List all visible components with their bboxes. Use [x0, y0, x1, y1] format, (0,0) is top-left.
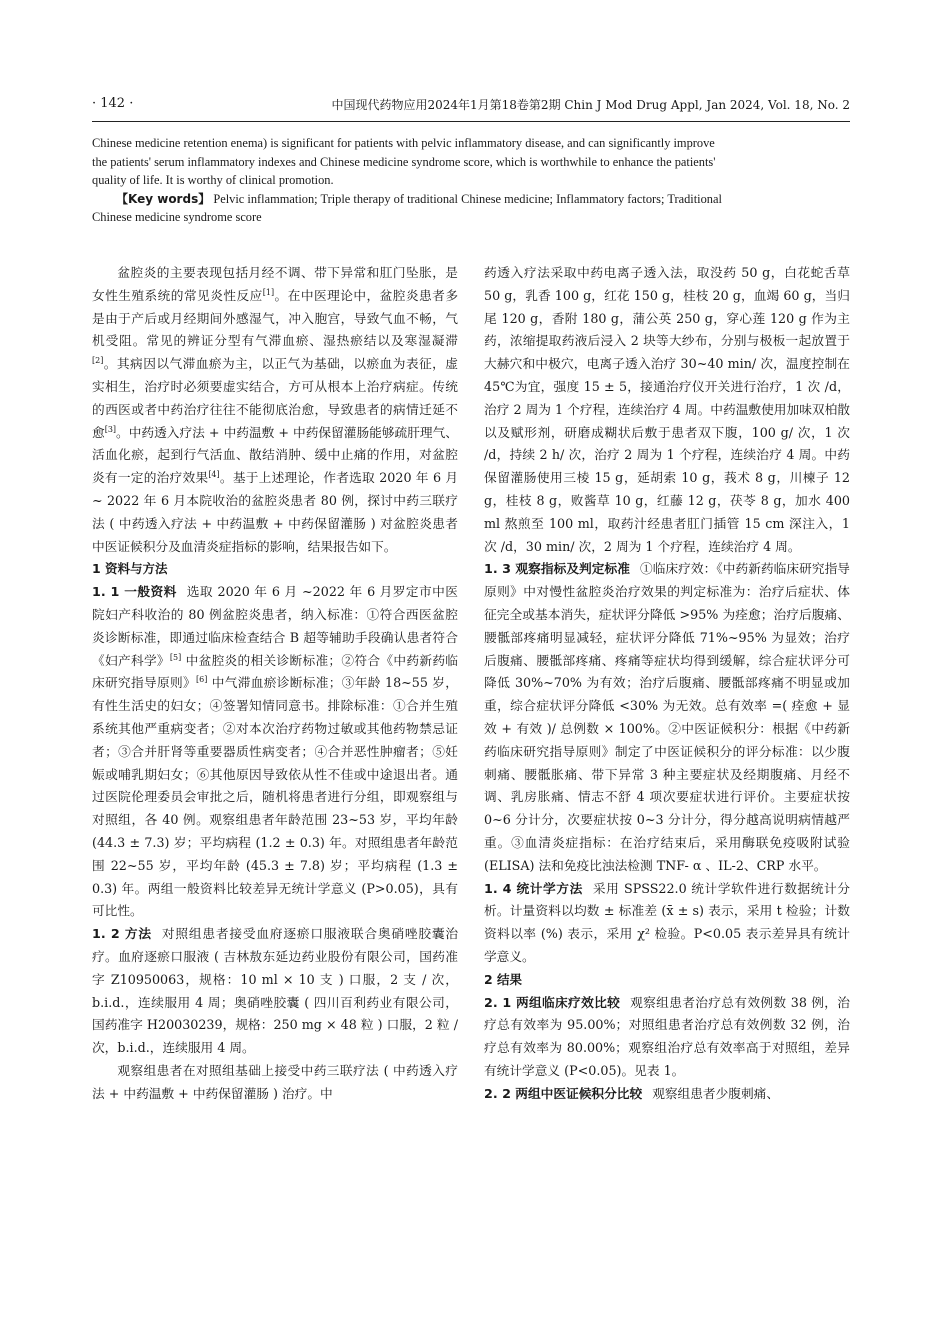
section-1-heading: 1 资料与方法 — [92, 561, 168, 577]
section-2-heading: 2 结果 — [484, 971, 523, 987]
citation-ref[interactable]: [2] — [92, 355, 104, 365]
english-abstract — [92, 134, 732, 227]
keywords — [92, 190, 732, 227]
abstract-tail: Chinese medicine retention enema) is significant for patients with pelvic inflammatory disease, and can significantly improve the patients' serum inflammatory indexes and Chinese medicine syndrome score, which is worthwhile to enhance the patients' quality of life. It is worthy of clinical promotion. — [92, 136, 716, 187]
running-header — [92, 96, 850, 120]
citation-ref[interactable]: [5] — [169, 652, 182, 662]
methods-continued: 药透入疗法采取中药电离子透入法，取没药 50 g，白花蛇舌草 50 g，乳香 100 g，红花 150 g，桂枝 20 g，血竭 60 g，当归尾 120 g，香附 180 g，蒲公英 250 g，穿心莲 120 g 作为主药，浓缩提取药液后浸入 2 块等大纱布，分别与极板一起放置于大赫穴和中极穴，电离子透入治疗 30~40 min/ 次，温度控制在 45℃为宜，强度 15 ± 5，接通治疗仪开关进行治疗，1 次 /d，治疗 2 周为 1 个疗程，连续治疗 4 周。中药温敷使用加味双柏散以及赋形剂，研磨成糊状后敷于患者双下腹，100 g/ 次，1 次 /d，持续 2 h/ 次，治疗 2 周为 1 个疗程，连续治疗 4 周。中药保留灌肠使用三棱 15 g，延胡索 10 g，莪术 8 g，川楝子 12 g，桂枝 8 g，败酱草 10 g，红藤 12 g，茯苓 8 g，加水 400 ml 熬煎至 100 ml，取药汁经患者肛门插管 15 cm 深注入，1 次 /d，30 min/ 次，2 周为 1 个疗程，连续治疗 4 周。 — [484, 265, 850, 554]
header-rule — [92, 121, 850, 122]
section-2-2: 2. 2 两组中医证候积分比较 观察组患者少腹刺痛、 — [484, 1085, 780, 1101]
subsection-heading: 1. 1 一般资料 — [92, 584, 177, 600]
section-1-2: 1. 2 方法 对照组患者接受血府逐瘀口服液联合奥硝唑胶囊治疗。血府逐瘀口服液 ( 吉林敖东延边药业股份有限公司，国药准字 Z10950063，规格：10 ml × 10 支 ) 口服，2 支 / 次，b.i.d.，连续服用 4 周；奥硝唑胶囊 ( 四川百利药业有限公司，国药准字 H20030239，规格：250 mg × 48 粒 ) 口服，2 粒 / 次，b.i.d.，连续服用 4 周。 — [92, 926, 459, 1056]
citation-ref[interactable]: [1] — [262, 287, 275, 297]
keywords-text: Pelvic inflammation; Triple therapy of traditional Chinese medicine; Inflammatory factors; Traditional Chinese medicine syndrome score — [92, 191, 722, 224]
citation-ref[interactable]: [3] — [104, 424, 117, 434]
citation-ref[interactable]: [6] — [196, 675, 208, 685]
subsection-heading: 2. 1 两组临床疗效比较 — [484, 994, 621, 1010]
methods-paragraph: 观察组患者在对照组基础上接受中药三联疗法 ( 中药透入疗法 + 中药温敷 + 中药保留灌肠 ) 治疗。中 — [92, 1062, 458, 1101]
intro-paragraph: 盆腔炎的主要表现包括月经不调、带下异常和肛门坠胀，是女性生殖系统的常见炎性反应[1]。在中医理论中，盆腔炎患者多是由于产后或月经期间外感湿气，冲入胞宫，导致气血不畅，气机受阻。常见的辨证分型有气滞血瘀、湿热瘀结以及寒湿凝滞[2]。其病因以气滞血瘀为主，以正气为基础，以瘀血为表征，虚实相生，治疗时必须要虚实结合，方可从根本上治疗病症。传统的西医或者中药治疗往往不能彻底治愈，导致患者的病情迁延不愈[3]。中药透入疗法 + 中药温敷 + 中药保留灌肠能够疏肝理气、活血化瘀，起到行气活血、散结消肿、缓中止痛的作用，对盆腔炎有一定的治疗效果[4]。基于上述理论，作者选取 2020 年 6 月 ~ 2022 年 6 月本院收治的盆腔炎患者 80 例，探讨中药三联疗法 ( 中药透入疗法 + 中药温敷 + 中药保留灌肠 ) 对盆腔炎患者中医证候积分及血清炎症指标的影响，结果报告如下。 — [92, 265, 459, 554]
subsection-heading: 1. 3 观察指标及判定标准 — [484, 561, 630, 577]
journal-citation: 中国现代药物应用2024年1月第18卷第2期 Chin J Mod Drug Appl, Jan 2024, Vol. 18, No. 2 — [331, 98, 850, 112]
page-number: · 142 · — [92, 96, 134, 111]
right-column — [484, 262, 850, 1105]
left-column — [92, 262, 458, 1105]
citation-ref[interactable]: [4] — [208, 469, 220, 479]
subsection-heading: 1. 2 方法 — [92, 926, 152, 942]
subsection-heading: 1. 4 统计学方法 — [484, 880, 583, 896]
section-1-3: 1. 3 观察指标及判定标准 ①临床疗效：《中药新药临床研究指导原则》中对慢性盆腔炎治疗效果的判定标准为：治疗后症状、体征完全或基本消失，症状评分降低 >95% 为痊愈；治疗后腹痛、腰骶部疼痛明显减轻，症状评分降低 71%~95% 为显效；治疗后腹痛、腰骶部疼痛、疼痛等症状均得到缓解，综合症状评分可降低 30%~70% 为有效；治疗后腹痛、腰骶部疼痛不明显或加重，综合症状评分降低 <30% 为无效。总有效率 =( 痊愈 + 显效 + 有效 )/ 总例数 × 100%。②中医证候积分：根据《中药新药临床研究指导原则》制定了中医证候积分的评分标准：以少腹刺痛、腰骶胀痛、带下异常 3 种主要症状及经期腹痛、月经不调、乳房胀痛、情志不舒 4 项次要症状进行评价。主要症状按 0~6 分计分，次要症状按 0~3 分计分，得分越高说明病情越严重。③血清炎症指标：在治疗结束后，采用酶联免疫吸附试验 (ELISA) 法和免疫比浊法检测 TNF- α 、IL-2、CRP 水平。 — [484, 561, 850, 873]
subsection-heading: 2. 2 两组中医证候积分比较 — [484, 1085, 643, 1101]
section-2-1: 2. 1 两组临床疗效比较 观察组患者治疗总有效例数 38 例，治疗总有效率为 95.00%；对照组患者治疗总有效例数 32 例，治疗总有效率为 80.00%；观察组治疗总有效率高于对照组，差异有统计学意义 (P<0.05)。见表 1。 — [484, 994, 850, 1078]
section-1-4: 1. 4 统计学方法 采用 SPSS22.0 统计学软件进行数据统计分析。计量资料以均数 ± 标准差 (x̄ ± s) 表示，采用 t 检验；计数资料以率 (%) 表示，采用 χ² 检验。P<0.05 表示差异具有统计学意义。 — [484, 880, 850, 964]
section-1-1: 1. 1 一般资料 选取 2020 年 6 月 ~2022 年 6 月罗定市中医院妇产科收治的 80 例盆腔炎患者，纳入标准：①符合西医盆腔炎诊断标准，即通过临床检查结合 B 超等辅助手段确认患者符合《妇产科学》[5] 中盆腔炎的相关诊断标准；②符合《中药新药临床研究指导原则》[6] 中气滞血瘀诊断标准；③年龄 18~55 岁，有性生活史的妇女；④签署知情同意书。排除标准：①合并生殖系统其他严重病变者；②对本次治疗药物过敏或其他药物禁忌证者；③合并肝肾等重要器质性病变者；④合并恶性肿瘤者；⑤妊娠或哺乳期妇女；⑥其他原因导致依从性不佳或中途退出者。通过医院伦理委员会审批之后，随机将患者进行分组，即观察组与对照组，各 40 例。观察组患者年龄范围 23~53 岁，平均年龄 (44.3 ± 7.3) 岁；平均病程 (1.2 ± 0.3) 年。对照组患者年龄范围 22~55 岁，平均年龄 (45.3 ± 7.8) 岁；平均病程 (1.3 ± 0.3) 年。两组一般资料比较差异无统计学意义 (P>0.05)，具有可比性。 — [92, 584, 458, 919]
keywords-label: 【Key words】 — [116, 191, 211, 206]
